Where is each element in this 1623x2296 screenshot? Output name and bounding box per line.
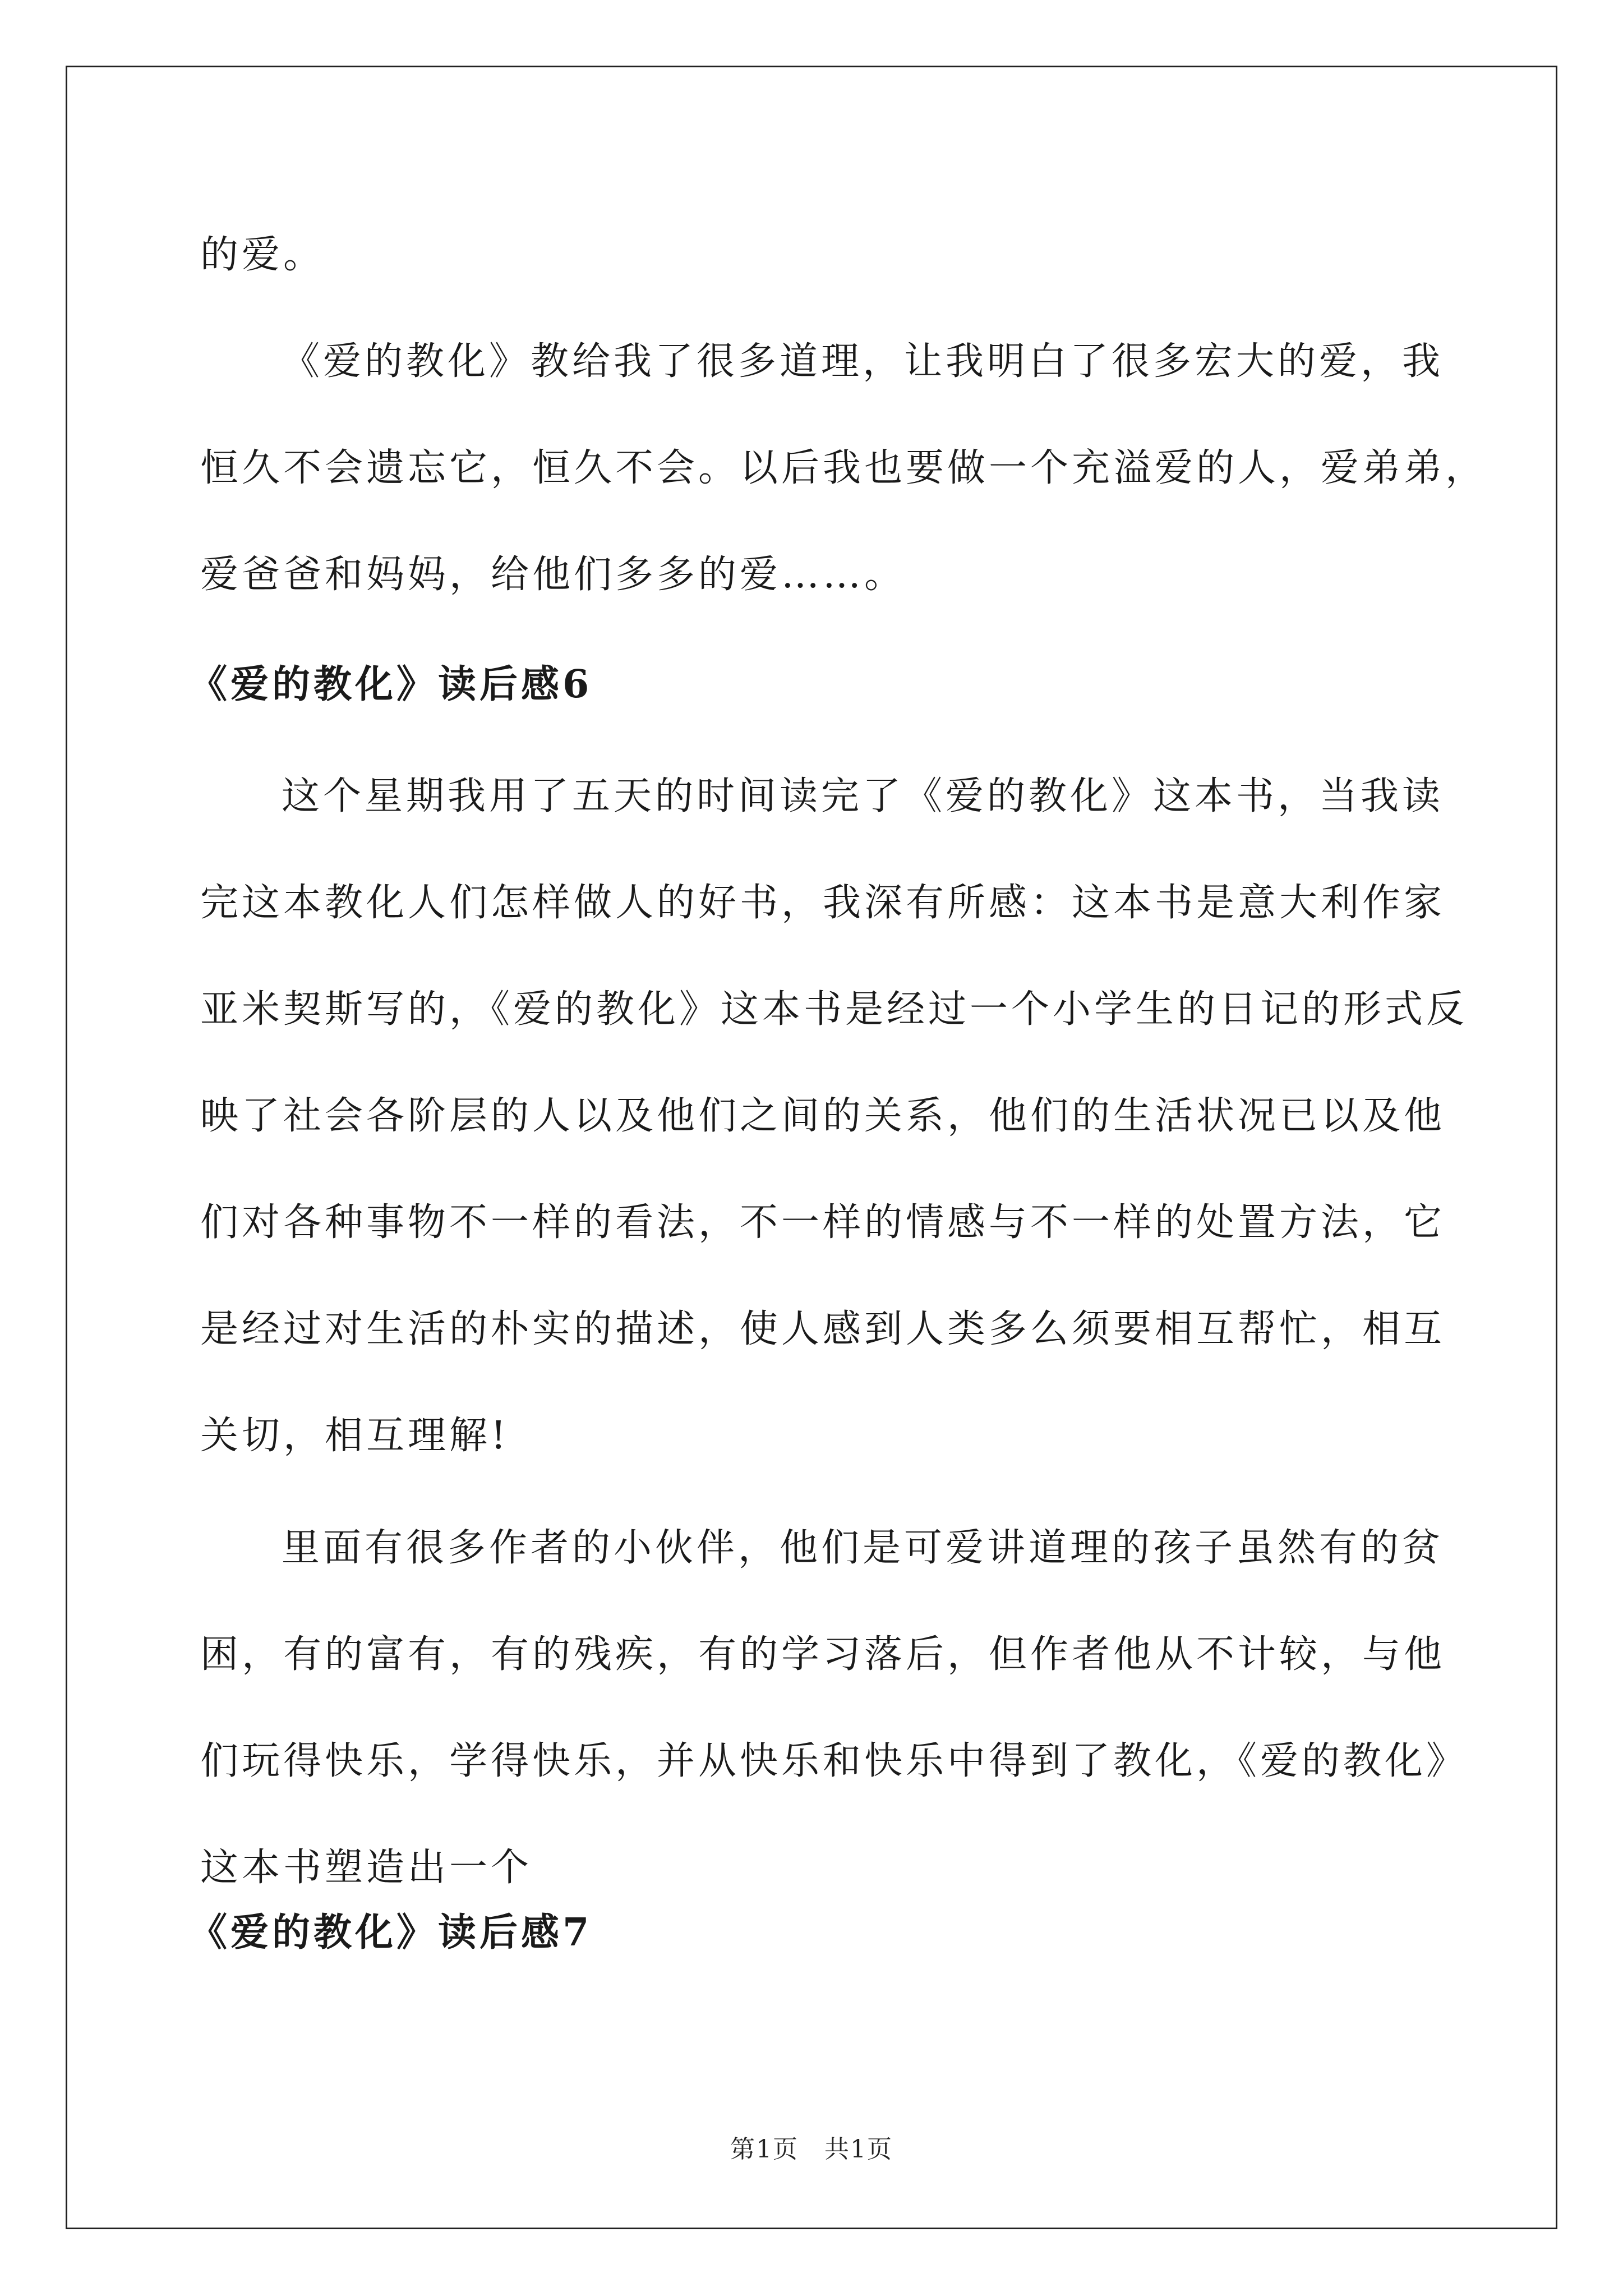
text-line: 这本书塑造出一个 (200, 1846, 533, 1890)
text-line: 是经过对生活的朴实的描述，使人感到人类多么须要相互帮忙，相互 (200, 1307, 1446, 1351)
text-line: 这个星期我用了五天的时间读完了《爱的教化》这本书，当我读 (282, 774, 1444, 818)
text-line: 《爱的教化》教给我了很多道理，让我明白了很多宏大的爱，我 (282, 339, 1444, 384)
text-line: 亚米契斯写的，《爱的教化》这本书是经过一个小学生的日记的形式反 (200, 987, 1468, 1032)
text-line: 完这本教化人们怎样做人的好书，我深有所感：这本书是意大利作家 (200, 881, 1446, 925)
text-line: 关切，相互理解! (200, 1414, 510, 1458)
section-heading-7: 《爱的教化》读后感7 (189, 1910, 593, 1955)
text-line: 们玩得快乐，学得快乐，并从快乐和快乐中得到了教化，《爱的教化》 (200, 1739, 1468, 1783)
paragraph-companions (200, 1495, 1473, 1921)
paragraph-continuation (200, 202, 1473, 309)
text-line: 恒久不会遗忘它，恒久不会。以后我也要做一个充溢爱的人，爱弟弟， (200, 446, 1487, 490)
text-line: 里面有很多作者的小伙伴，他们是可爱讲道理的孩子虽然有的贫 (282, 1526, 1444, 1570)
text-line: 的爱。 (200, 233, 325, 277)
text-line: 爱爸爸和妈妈，给他们多多的爱……。 (200, 553, 906, 597)
section-heading-6: 《爱的教化》读后感6 (189, 662, 593, 707)
paragraph-book-intro (200, 743, 1473, 1489)
text-line: 们对各种事物不一样的看法，不一样的情感与不一样的处置方法，它 (200, 1200, 1446, 1245)
page-number-footer: 第1页 共1页 (730, 2135, 893, 2164)
text-line: 映了社会各阶层的人以及他们之间的关系，他们的生活状况已以及他 (200, 1094, 1446, 1138)
paragraph-reflection (200, 309, 1487, 628)
text-line: 困，有的富有，有的残疾，有的学习落后，但作者他从不计较，与他 (200, 1632, 1446, 1677)
